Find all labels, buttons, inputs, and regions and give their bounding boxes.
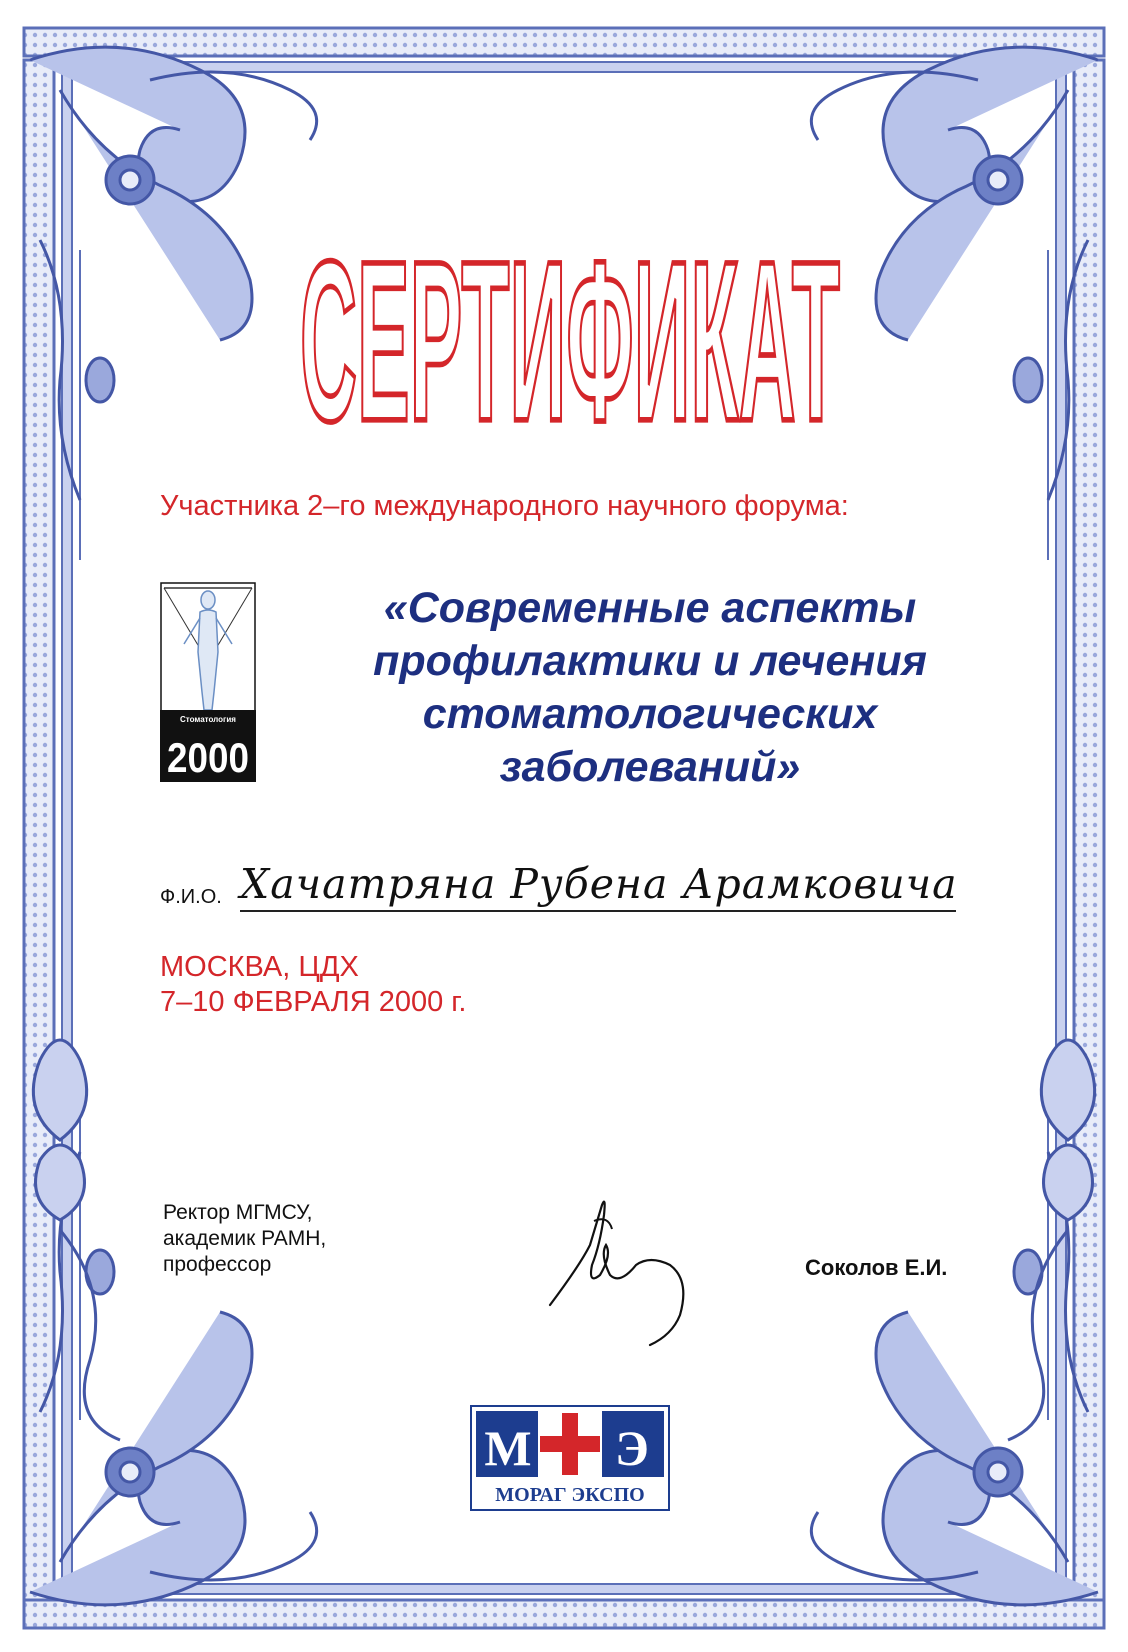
rector-line-3: профессор xyxy=(163,1253,272,1276)
certificate-title-text: СЕРТИФИКАТ xyxy=(300,213,840,469)
fio-underline xyxy=(240,910,956,912)
certificate-title xyxy=(290,188,850,469)
stomatology-logo-caption: Стоматология xyxy=(180,715,236,724)
morag-expo-logo xyxy=(470,1405,670,1511)
fio-label: Ф.И.О. xyxy=(160,886,222,908)
rector-title xyxy=(163,1200,326,1278)
signer-name: Соколов Е.И. xyxy=(805,1255,948,1280)
event-dates: 7–10 ФЕВРАЛЯ 2000 г. xyxy=(160,986,467,1018)
event-place: МОСКВА, ЦДХ xyxy=(160,951,359,983)
rector-line-1: Ректор МГМСУ, xyxy=(163,1201,313,1224)
morag-letter-right: Э xyxy=(615,1420,649,1476)
fio-value: Хачатряна Рубена Арамковича xyxy=(240,860,958,908)
red-cross-icon xyxy=(538,1411,602,1477)
handwritten-signature xyxy=(540,1185,710,1350)
morag-letter-left: М xyxy=(484,1420,532,1476)
morag-name: МОРАГ ЭКСПО xyxy=(495,1484,645,1506)
forum-name: «Современные аспекты профилактики и лечения стоматологических заболеваний» xyxy=(373,584,927,791)
certificate-subtitle: Участника 2–го международного научного форума: xyxy=(160,490,849,522)
rector-line-2: академик РАМН, xyxy=(163,1227,327,1250)
event-place-and-date xyxy=(160,950,466,1020)
stomatology-logo-year: 2000 xyxy=(167,734,249,781)
stomatology-2000-logo xyxy=(160,582,256,782)
